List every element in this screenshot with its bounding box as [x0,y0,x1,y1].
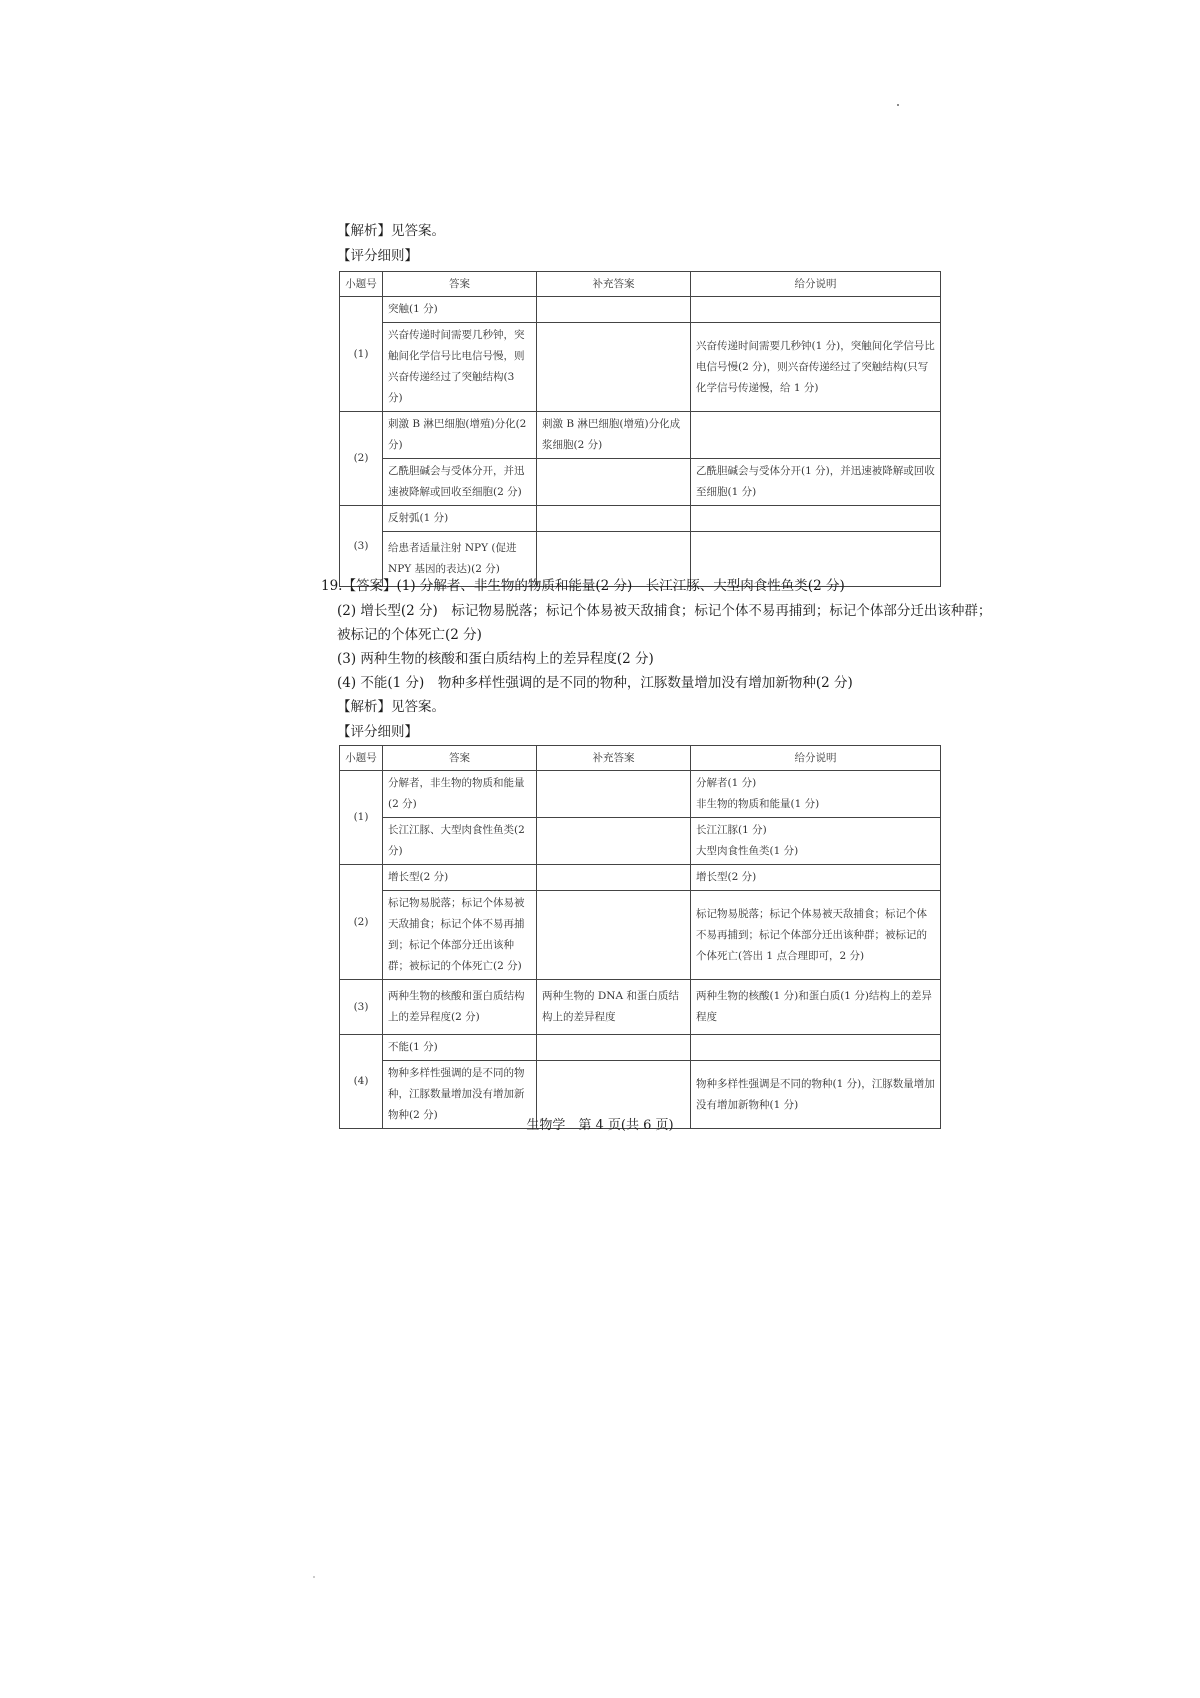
supplement-cell [537,818,691,865]
q19-answer-line-1: 19.【答案】(1) 分解者、非生物的物质和能量(2 分) 长江江豚、大型肉食性鱼类(2 分) [321,578,845,594]
note-cell: 物种多样性强调是不同的物种(1 分)，江豚数量增加没有增加新物种(1 分) [691,1061,941,1129]
note-cell [691,818,941,865]
page-footer: 生物学 第 4 页(共 6 页) [526,1118,674,1133]
note-cell [691,297,941,323]
supplement-cell [537,891,691,980]
note-cell: 兴奋传递时间需要几秒钟(1 分)，突触间化学信号比电信号慢(2 分)，则兴奋传递经过了突触结构(只写化学信号传递慢，给 1 分) [691,323,941,412]
table-row [340,323,941,412]
note-line: 非生物的物质和能量(1 分) [696,798,820,810]
answer-cell: 物种多样性强调的是不同的物种，江豚数量增加没有增加新物种(2 分) [383,1061,537,1129]
header-answer: 答案 [383,746,537,771]
table-row [340,412,941,459]
supplement-cell [537,459,691,506]
supplement-cell: 两种生物的 DNA 和蛋白质结构上的差异程度 [537,980,691,1035]
answer-cell: 两种生物的核酸和蛋白质结构上的差异程度(2 分) [383,980,537,1035]
supplement-cell [537,323,691,412]
header-answer: 答案 [383,272,537,297]
answer-cell: 刺激 B 淋巴细胞(增殖)分化(2 分) [383,412,537,459]
answer-cell: 分解者，非生物的物质和能量(2 分) [383,771,537,818]
header-no: 小题号 [340,746,383,771]
table-header-row [340,746,941,771]
q19-answer-line-4: (3) 两种生物的核酸和蛋白质结构上的差异程度(2 分) [337,651,654,667]
table-row [340,506,941,532]
header-note: 给分说明 [691,746,941,771]
table-row [340,980,941,1035]
note-cell: 增长型(2 分) [691,865,941,891]
header-note: 给分说明 [691,272,941,297]
table-row [340,818,941,865]
question-number: (2) [340,865,383,980]
table-row [340,891,941,980]
question-number: (3) [340,506,383,587]
note-cell [691,412,941,459]
answer-cell: 兴奋传递时间需要几秒钟，突触间化学信号比电信号慢，则兴奋传递经过了突触结构(3 分) [383,323,537,412]
analysis-line: 【解析】见答案。 [337,223,445,239]
supplement-cell [537,771,691,818]
question-number: (3) [340,980,383,1035]
answer-cell: 标记物易脱落；标记个体易被天敌捕食；标记个体不易再捕到；标记个体部分迁出该种群；被标记的个体死亡(2 分) [383,891,537,980]
note-cell: 两种生物的核酸(1 分)和蛋白质(1 分)结构上的差异程度 [691,980,941,1035]
speck [313,1576,315,1578]
table-row [340,1035,941,1061]
note-cell [691,771,941,818]
note-line: 分解者(1 分) [696,777,757,789]
header-supplement: 补充答案 [537,746,691,771]
note-cell: 标记物易脱落；标记个体易被天敌捕食；标记个体不易再捕到；标记个体部分迁出该种群；被标记的个体死亡(答出 1 点合理即可，2 分) [691,891,941,980]
table-row [340,459,941,506]
question-number: (1) [340,297,383,412]
answer-cell: 不能(1 分) [383,1035,537,1061]
q19-rubric-line: 【评分细则】 [337,724,418,740]
answer-cell: 长江江豚、大型肉食性鱼类(2 分) [383,818,537,865]
q19-analysis-line: 【解析】见答案。 [337,699,445,715]
q19-answer-line-3: 被标记的个体死亡(2 分) [337,627,482,643]
speck [897,104,899,106]
question-number: (2) [340,412,383,506]
note-line: 大型肉食性鱼类(1 分) [696,845,799,857]
answer-cell: 乙酰胆碱会与受体分开，并迅速被降解或回收至细胞(2 分) [383,459,537,506]
rubric-table-1 [339,271,941,587]
note-line: 长江江豚(1 分) [696,824,767,836]
supplement-cell [537,506,691,532]
table-row [340,297,941,323]
supplement-cell: 刺激 B 淋巴细胞(增殖)分化成浆细胞(2 分) [537,412,691,459]
supplement-cell [537,865,691,891]
question-number: (1) [340,771,383,865]
table-row [340,771,941,818]
answer-cell: 增长型(2 分) [383,865,537,891]
rubric-line: 【评分细则】 [337,248,418,264]
q19-answer-line-2: (2) 增长型(2 分) 标记物易脱落；标记个体易被天敌捕食；标记个体不易再捕到；标记个体部分迁出该种群； [337,603,992,619]
header-no: 小题号 [340,272,383,297]
header-supplement: 补充答案 [537,272,691,297]
answer-cell: 反射弧(1 分) [383,506,537,532]
table-header-row [340,272,941,297]
answer-cell: 突触(1 分) [383,297,537,323]
supplement-cell [537,297,691,323]
question-number: (4) [340,1035,383,1129]
note-cell [691,506,941,532]
q19-answer-line-5: (4) 不能(1 分) 物种多样性强调的是不同的物种，江豚数量增加没有增加新物种(2 分) [337,675,853,691]
rubric-table-2 [339,745,941,1129]
table-row [340,865,941,891]
answer-cell: 给患者适量注射 NPY (促进 NPY 基因的表达)(2 分) [383,532,537,587]
note-cell: 乙酰胆碱会与受体分开(1 分)，并迅速被降解或回收至细胞(1 分) [691,459,941,506]
note-cell [691,1035,941,1061]
supplement-cell [537,1035,691,1061]
